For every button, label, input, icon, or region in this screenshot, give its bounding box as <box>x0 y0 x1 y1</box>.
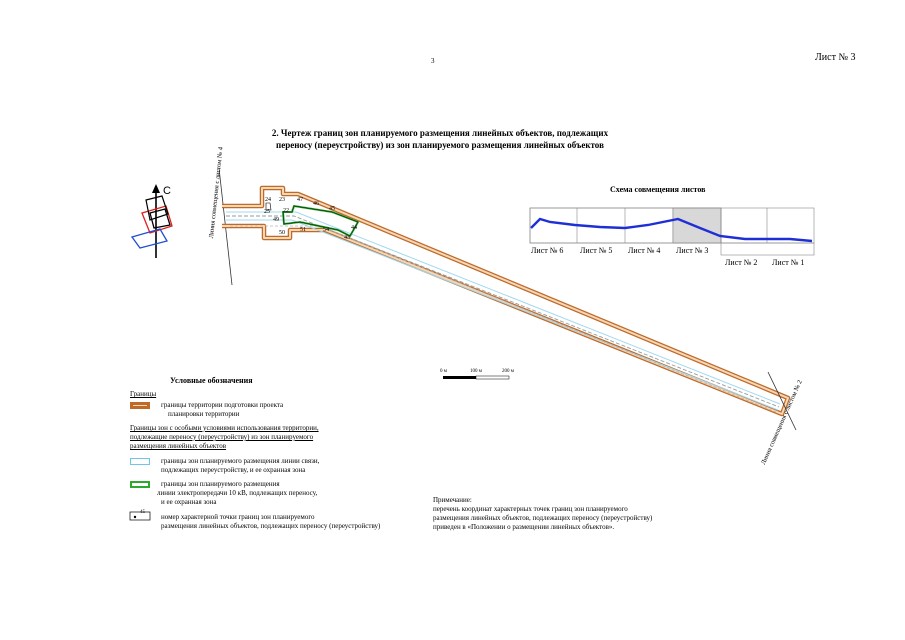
point-22: 22 <box>283 208 289 214</box>
note-label: Примечание: <box>433 496 472 504</box>
sheet-scheme <box>530 208 814 255</box>
point-44: 44 <box>351 225 357 231</box>
legend-item1-line1: границы территории подготовки проекта <box>161 401 284 409</box>
legend-item3-line2: линии электропередачи 10 кВ, подлежащих переносу, <box>157 489 318 497</box>
legend-item4-line2: размещения линейных объектов, подлежащих переносу (переустройству) <box>161 522 381 530</box>
legend-item2-line1: границы зон планируемого размещения линии связи, <box>161 457 320 465</box>
point-47: 47 <box>297 197 303 203</box>
scale-0: 0 м <box>440 369 447 374</box>
legend-group2-line1: Границы зон с особыми условиями использования территории, <box>130 424 319 432</box>
legend-group2-line3: размещения линейных объектов <box>130 442 227 450</box>
scale-100: 100 м <box>470 369 482 374</box>
scheme-sheet-6: Лист № 6 <box>531 246 564 255</box>
scale-200: 200 м <box>502 369 514 374</box>
point-54: 54 <box>323 227 329 233</box>
point-51: 51 <box>300 227 306 233</box>
legend-item1-line2: планировки территории <box>168 410 240 418</box>
note-line1: перечень координат характерных точек границ зон планируемого <box>433 505 628 513</box>
scheme-sheet-4: Лист № 4 <box>628 246 661 255</box>
note-block <box>433 496 652 532</box>
point-45: 45 <box>329 206 335 212</box>
match-line-right-label: Линия совмещения с листом № 2 <box>760 379 804 466</box>
legend-power-swatch <box>130 481 150 488</box>
point-43: 43 <box>344 235 350 241</box>
legend-point-number: 45 <box>140 510 145 515</box>
legend-item2-line2: подлежащих переустройству, и ее охранная зона <box>161 466 306 474</box>
drawing-title-line2: переносу (переустройству) из зон планируемого размещения линейных объектов <box>276 140 604 150</box>
legend-item3-line3: и ее охранная зона <box>161 498 217 506</box>
point-23: 23 <box>279 197 285 203</box>
scheme-sheet-2: Лист № 2 <box>725 258 758 267</box>
compass-label: С <box>163 185 171 197</box>
legend-group2-line2: подлежащие переносу (переустройству) из зон планируемого <box>130 433 314 441</box>
point-49: 49 <box>273 217 279 223</box>
note-line3: приведен в «Положении о размещении линейных объектов». <box>433 523 615 531</box>
sheet-label: Лист № 3 <box>815 52 856 63</box>
legend-item4-line1: номер характерной точки границ зон планируемого <box>161 513 315 521</box>
legend-title: Условные обозначения <box>170 376 253 385</box>
legend-territory-swatch <box>130 402 150 409</box>
scale-bar <box>443 376 509 379</box>
point-24: 24 <box>265 197 271 203</box>
note-line2: размещения линейных объектов, подлежащих переносу (переустройству) <box>433 514 653 522</box>
page-number: 3 <box>431 57 435 65</box>
scheme-sheet-5: Лист № 5 <box>580 246 613 255</box>
scheme-sheet-3: Лист № 3 <box>676 246 709 255</box>
legend-comm-swatch <box>130 458 150 465</box>
point-25: 25 <box>264 209 270 215</box>
scheme-sheet-1: Лист № 1 <box>772 258 805 267</box>
match-line-left-label: Линия совмещения с листом № 4 <box>208 146 225 239</box>
legend-group-borders: Границы <box>130 390 157 398</box>
point-46: 46 <box>313 201 319 207</box>
point-50: 50 <box>279 230 285 236</box>
legend-item3-line1: границы зон планируемого размещения <box>161 480 280 488</box>
scheme-title: Схема совмещения листов <box>610 185 706 194</box>
drawing-title-line1: 2. Чертеж границ зон планируемого размещения линейных объектов, подлежащих <box>271 128 609 138</box>
